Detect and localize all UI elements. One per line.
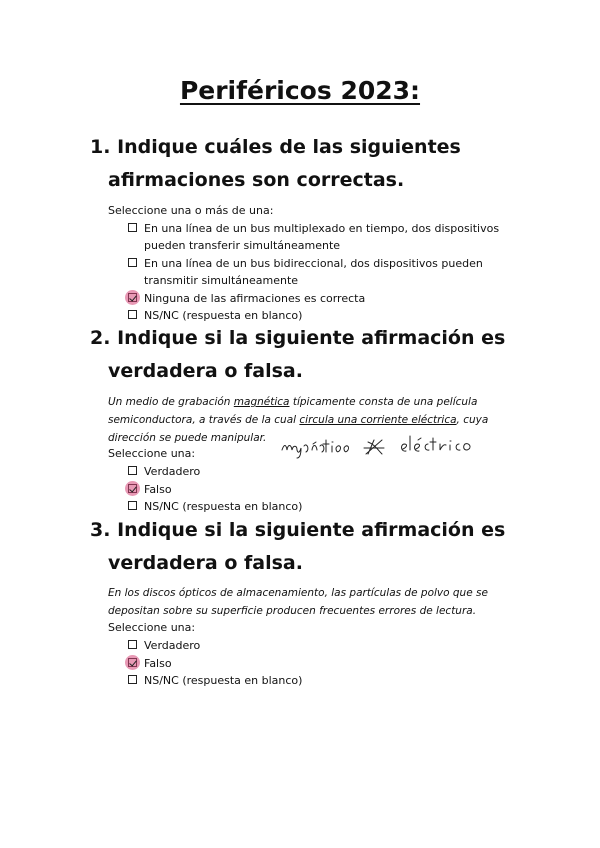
checkbox[interactable] xyxy=(128,501,137,510)
page-title xyxy=(0,76,600,105)
question-1-title-line2: afirmaciones son correctas. xyxy=(108,169,405,191)
checkbox[interactable] xyxy=(128,223,137,232)
question-3-prompt: Seleccione una: xyxy=(108,621,196,634)
question-1-option-3[interactable] xyxy=(128,290,528,307)
checkbox[interactable] xyxy=(128,675,137,684)
option-label: Verdadero xyxy=(144,639,201,652)
page-title-text: Periféricos 2023: xyxy=(179,76,421,105)
statement-underlined: magnética xyxy=(233,396,290,408)
checkbox[interactable] xyxy=(128,310,137,319)
option-label: Ninguna de las afirmaciones es correcta xyxy=(144,292,366,305)
question-1-number: 1. xyxy=(90,136,111,158)
question-1-title xyxy=(90,131,560,197)
question-2-option-1[interactable] xyxy=(128,463,528,480)
question-3-option-1[interactable] xyxy=(128,637,528,654)
checkbox[interactable] xyxy=(128,466,137,475)
statement-part: Un medio de grabación xyxy=(108,396,234,408)
option-label: NS/NC (respuesta en blanco) xyxy=(144,500,303,513)
question-3-title xyxy=(90,514,560,580)
option-label: En una línea de un bus bidireccional, dos dispositivos pueden transmitir simultáneamente xyxy=(144,257,483,287)
option-label: Verdadero xyxy=(144,465,201,478)
option-label: En una línea de un bus multiplexado en tiempo, dos dispositivos pueden transferir simultáneamente xyxy=(144,222,500,252)
checkbox[interactable] xyxy=(128,258,137,267)
question-1-title-line1: Indique cuáles de las siguientes xyxy=(117,136,461,158)
question-2-option-3[interactable] xyxy=(128,498,528,515)
question-2-title xyxy=(90,322,560,388)
question-3-title-line1: Indique si la siguiente afirmación es xyxy=(117,519,506,541)
checkbox-checked[interactable] xyxy=(128,293,137,302)
question-3-number: 3. xyxy=(90,519,111,541)
question-1-option-1[interactable] xyxy=(128,220,528,254)
statement-part: típicamente consta de una película semiconductora, a través de la cual xyxy=(108,396,478,426)
question-2-prompt: Seleccione una: xyxy=(108,447,196,460)
checkbox-checked[interactable] xyxy=(128,658,137,667)
option-label: Falso xyxy=(144,483,172,496)
option-label: Falso xyxy=(144,657,172,670)
statement-part: , cuya dirección se puede manipular. xyxy=(108,414,489,444)
handwritten-note xyxy=(278,432,493,462)
question-3-option-3[interactable] xyxy=(128,672,528,689)
checkbox-checked[interactable] xyxy=(128,484,137,493)
question-2-title-line1: Indique si la siguiente afirmación es xyxy=(117,327,506,349)
question-2-title-line2: verdadera o falsa. xyxy=(108,360,303,382)
option-label: NS/NC (respuesta en blanco) xyxy=(144,674,303,687)
question-3-option-2[interactable] xyxy=(128,655,528,672)
question-2-option-2[interactable] xyxy=(128,481,528,498)
question-1-option-2[interactable] xyxy=(128,255,528,289)
question-3-title-line2: verdadera o falsa. xyxy=(108,552,303,574)
question-1-prompt: Seleccione una o más de una: xyxy=(108,204,274,217)
question-3-statement: En los discos ópticos de almacenamiento, las partículas de polvo que se depositan sobre su superficie producen frecuentes errores de lectura. xyxy=(108,587,488,617)
option-label: NS/NC (respuesta en blanco) xyxy=(144,309,303,322)
checkbox[interactable] xyxy=(128,640,137,649)
question-2-number: 2. xyxy=(90,327,111,349)
statement-underlined: circula una corriente eléctrica xyxy=(299,414,457,426)
